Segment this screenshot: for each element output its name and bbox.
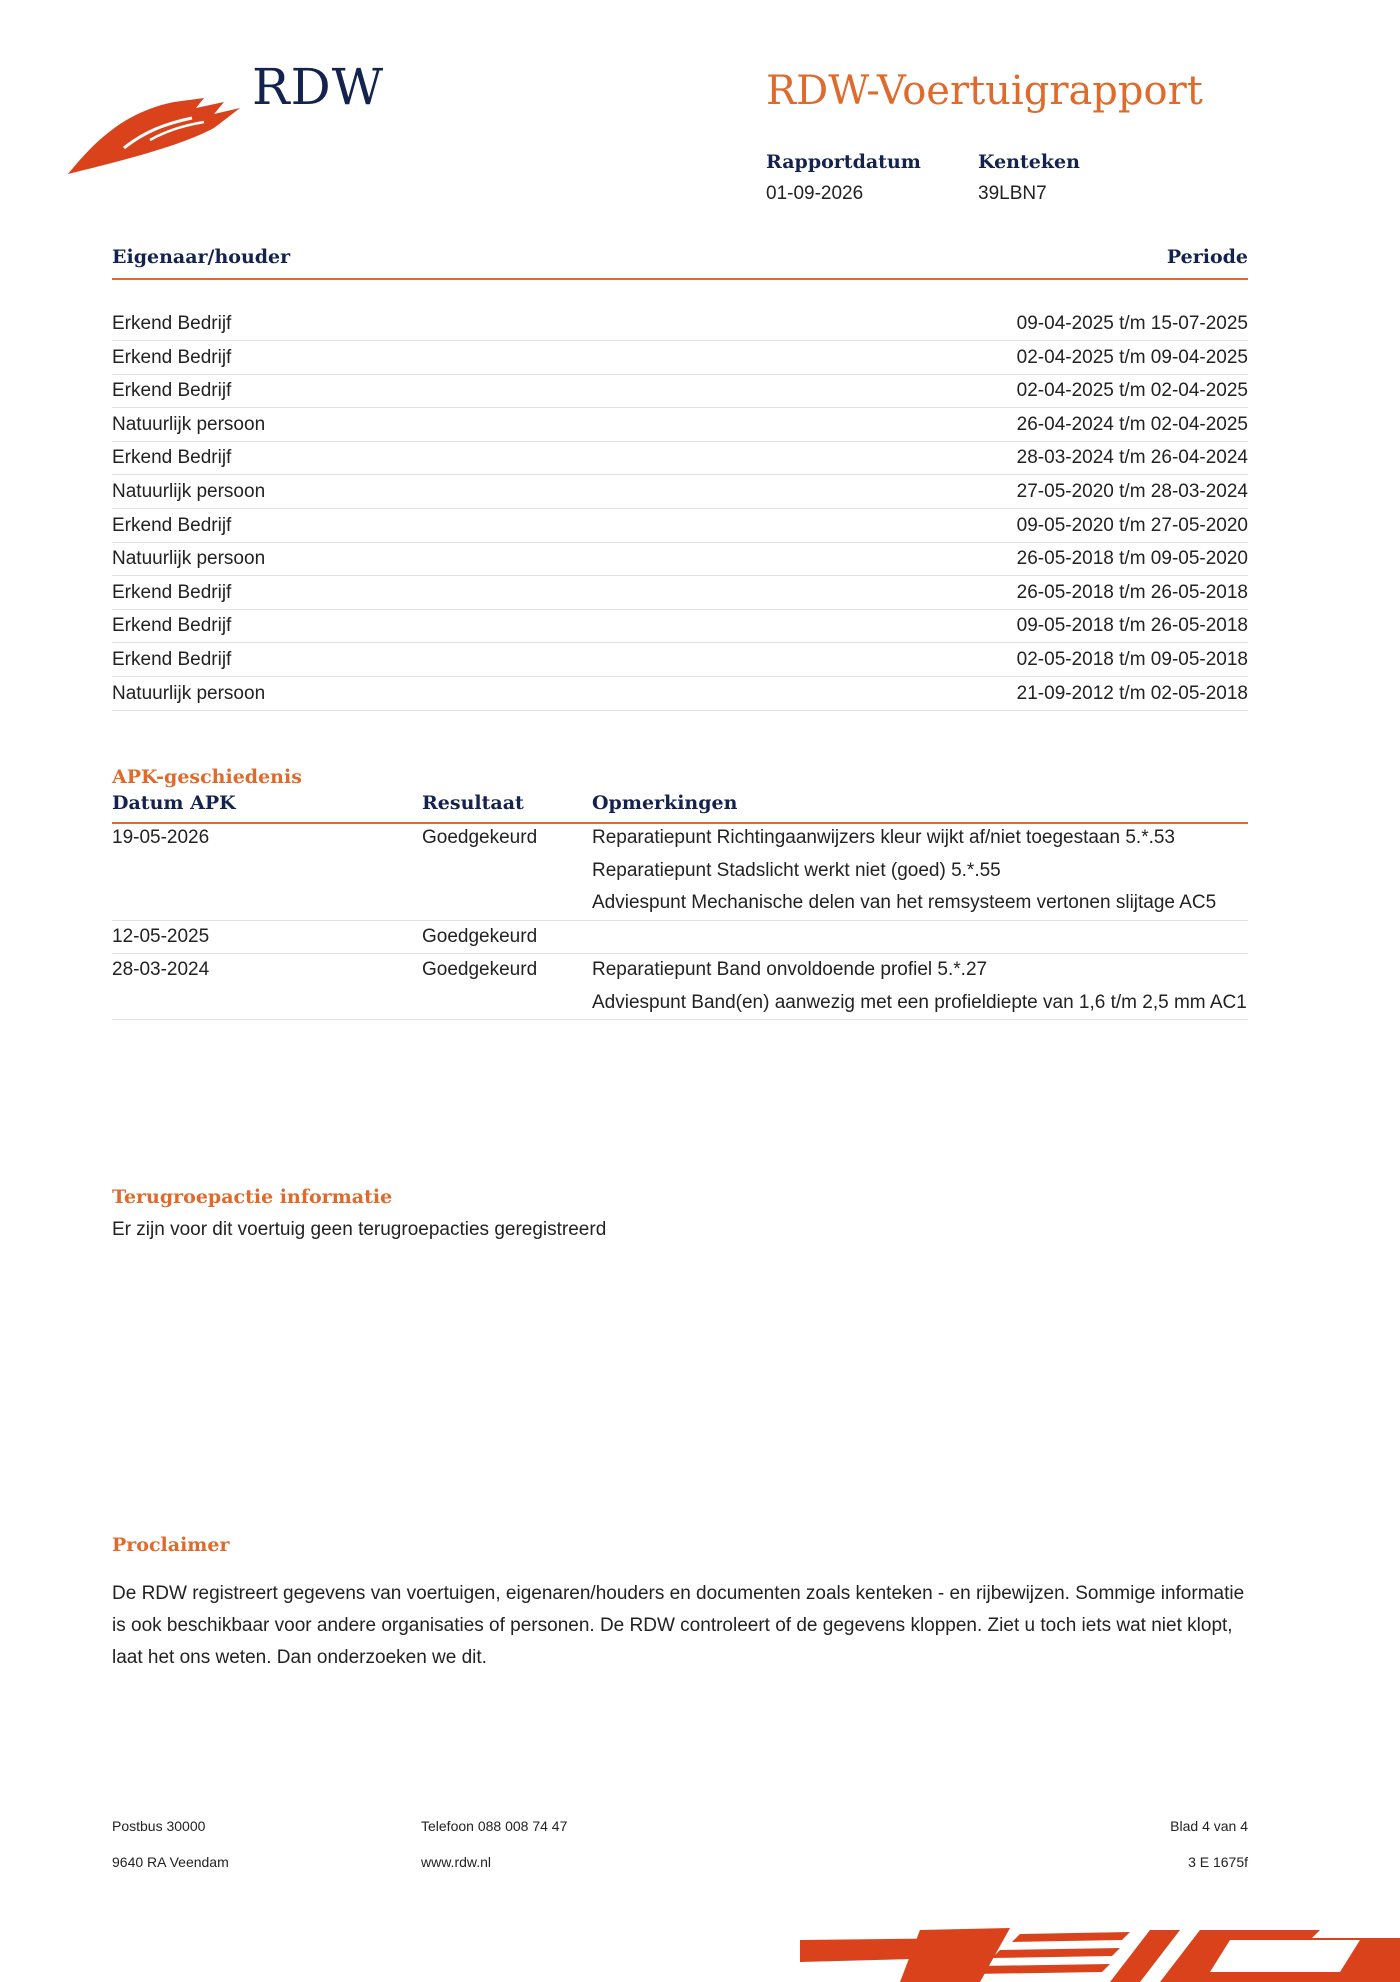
apk-note: Reparatiepunt Band onvoldoende profiel 5.*.27 <box>592 959 988 980</box>
page-title: RDW-Voertuigrapport <box>766 68 1203 114</box>
owner-table <box>112 309 1248 712</box>
apk-result-cell: Goedgekeurd <box>422 827 538 848</box>
table-row <box>112 954 1248 1020</box>
period-cell: 09-05-2020 t/m 27-05-2020 <box>1016 514 1248 536</box>
apk-note: Reparatiepunt Stadslicht werkt niet (goed) 5.*.55 <box>592 859 1001 881</box>
apk-table-header <box>112 790 1248 824</box>
apk-note: Reparatiepunt Richtingaanwijzers kleur wijkt af/niet toegestaan 5.*.53 <box>592 827 1175 848</box>
apk-result-cell: Goedgekeurd <box>422 959 538 980</box>
owner-cell: Erkend Bedrijf <box>112 615 232 637</box>
owner-cell: Erkend Bedrijf <box>112 514 232 536</box>
owner-cell: Erkend Bedrijf <box>112 313 232 334</box>
table-row <box>112 376 1248 408</box>
recall-text: Er zijn voor dit voertuig geen terugroepacties geregistreerd <box>112 1219 607 1240</box>
table-row <box>112 822 1248 921</box>
period-cell: 26-05-2018 t/m 26-05-2018 <box>1016 581 1248 603</box>
footer-phone: Telefoon 088 008 74 47 <box>421 1818 568 1834</box>
proclaimer-text: De RDW registreert gegevens van voertuigen, eigenaren/houders en documenten zoals kenteken - en rijbewijzen. Sommige informatie is ook beschikbaar voor andere organisaties of personen. De RDW controleert of de gegevens kloppen. Ziet u toch iets wat niet klopt, laat het ons weten. Dan onderzoeken we dit. <box>112 1583 1245 1668</box>
period-cell: 21-09-2012 t/m 02-05-2018 <box>1016 682 1248 704</box>
apk-note: Adviespunt Band(en) aanwezig met een profieldiepte van 1,6 t/m 2,5 mm AC1 <box>592 991 1247 1013</box>
apk-result-cell: Goedgekeurd <box>422 925 538 947</box>
owner-cell: Natuurlijk persoon <box>112 548 266 570</box>
recall-section-title: Terugroepactie informatie <box>112 1186 393 1208</box>
plate-label: Kenteken <box>978 151 1080 173</box>
brand-name: RDW <box>252 58 385 116</box>
apk-note: Adviespunt Mechanische delen van het remsysteem vertonen slijtage AC5 <box>592 892 1217 913</box>
apk-result-column-header: Resultaat <box>422 792 524 814</box>
apk-notes-cell <box>592 954 1248 1019</box>
owner-table-header <box>112 246 1248 280</box>
footer-website-link[interactable]: www.rdw.nl <box>421 1854 492 1870</box>
apk-notes-cell <box>592 921 1248 954</box>
period-cell: 02-04-2025 t/m 09-04-2025 <box>1016 346 1248 368</box>
footer-document-code: 3 E 1675f <box>1188 1854 1248 1870</box>
owner-cell: Erkend Bedrijf <box>112 380 232 402</box>
footer-address-line1: Postbus 30000 <box>112 1818 206 1834</box>
owner-column-header: Eigenaar/houder <box>112 246 291 268</box>
period-cell: 27-05-2020 t/m 28-03-2024 <box>1016 480 1248 502</box>
apk-date-column-header: Datum APK <box>112 792 236 814</box>
table-row <box>112 477 1248 509</box>
apk-notes-cell <box>592 822 1248 920</box>
apk-date-cell: 28-03-2024 <box>112 959 210 980</box>
table-row <box>112 309 1248 341</box>
rdw-logo-icon <box>64 62 244 180</box>
apk-table <box>112 822 1248 1020</box>
owner-cell: Erkend Bedrijf <box>112 581 232 603</box>
apk-date-cell: 19-05-2026 <box>112 827 210 848</box>
owner-cell: Natuurlijk persoon <box>112 682 266 704</box>
owner-cell: Natuurlijk persoon <box>112 413 266 435</box>
apk-date-cell: 12-05-2025 <box>112 925 210 947</box>
period-cell: 09-05-2018 t/m 26-05-2018 <box>1016 615 1248 637</box>
table-row <box>112 611 1248 643</box>
report-date-value: 01-09-2026 <box>766 183 864 204</box>
table-row <box>112 645 1248 677</box>
period-cell: 28-03-2024 t/m 26-04-2024 <box>1016 447 1248 469</box>
table-row <box>112 443 1248 475</box>
table-row <box>112 410 1248 442</box>
table-row <box>112 679 1248 711</box>
report-date-label: Rapportdatum <box>766 151 921 173</box>
apk-section-title: APK-geschiedenis <box>112 766 302 788</box>
table-row <box>112 544 1248 576</box>
plate-value: 39LBN7 <box>978 183 1047 204</box>
owner-cell: Natuurlijk persoon <box>112 480 266 502</box>
table-row <box>112 578 1248 610</box>
footer-page-number: Blad 4 van 4 <box>1170 1818 1248 1834</box>
period-cell: 09-04-2025 t/m 15-07-2025 <box>1016 313 1248 334</box>
period-cell: 02-04-2025 t/m 02-04-2025 <box>1016 380 1248 402</box>
period-cell: 02-05-2018 t/m 09-05-2018 <box>1016 648 1248 670</box>
period-cell: 26-04-2024 t/m 02-04-2025 <box>1016 413 1248 435</box>
footer-address-line2: 9640 RA Veendam <box>112 1854 229 1870</box>
decorative-stripes-icon <box>800 1910 1400 1982</box>
owner-cell: Erkend Bedrijf <box>112 648 232 670</box>
period-column-header: Periode <box>1166 246 1248 268</box>
table-row <box>112 921 1248 955</box>
proclaimer-section-title: Proclaimer <box>112 1534 230 1556</box>
apk-notes-column-header: Opmerkingen <box>592 792 738 814</box>
owner-cell: Erkend Bedrijf <box>112 346 232 368</box>
owner-cell: Erkend Bedrijf <box>112 447 232 469</box>
table-row <box>112 343 1248 375</box>
period-cell: 26-05-2018 t/m 09-05-2020 <box>1016 548 1248 570</box>
table-row <box>112 511 1248 543</box>
